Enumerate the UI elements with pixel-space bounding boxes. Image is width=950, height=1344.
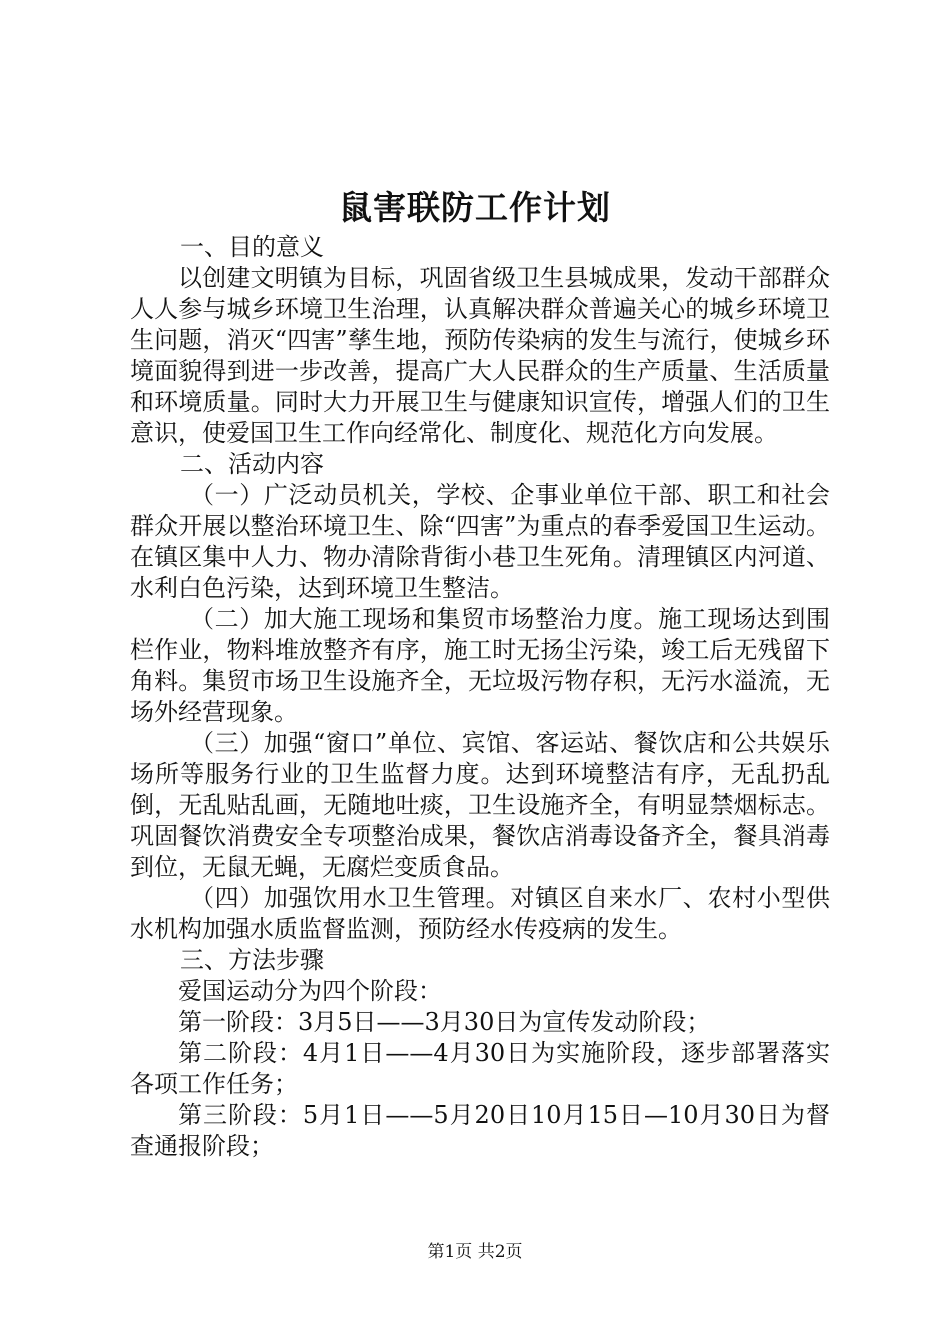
section-heading-steps: 三、方法步骤: [180, 946, 324, 974]
paragraph-steps-intro: 爱国运动分为四个阶段：: [178, 977, 442, 1005]
paragraph-activity-3: （三）加强“窗口”单位、宾馆、客运站、餐饮店和公共娱乐场所等服务行业的卫生监督力度。达到环境整洁有序，无乱扔乱倒，无乱贴乱画，无随地吐痰，卫生设施齐全，有明显禁烟标志。巩固餐饮消费安全专项整治成果，餐饮店消毒设备齐全，餐具消毒到位，无鼠无蝇，无腐烂变质食品。: [130, 729, 830, 881]
paragraph-purpose: 以创建文明镇为目标，巩固省级卫生县城成果，发动干部群众人人参与城乡环境卫生治理，认真解决群众普遍关心的城乡环境卫生问题，消灭“四害”孳生地，预防传染病的发生与流行，使城乡环境面貌得到进一步改善，提高广大人民群众的生产质量、生活质量和环境质量。同时大力开展卫生与健康知识宣传，增强人们的卫生意识，使爱国卫生工作向经常化、制度化、规范化方向发展。: [130, 264, 830, 447]
section-heading-purpose: 一、目的意义: [180, 233, 324, 261]
paragraph-stage-1: 第一阶段：3月5日——3月30日为宣传发动阶段；: [178, 1008, 711, 1036]
paragraph-activity-1: （一）广泛动员机关，学校、企事业单位干部、职工和社会群众开展以整治环境卫生、除“四害”为重点的春季爱国卫生运动。在镇区集中人力、物办清除背街小巷卫生死角。清理镇区内河道、水利白色污染，达到环境卫生整洁。: [130, 481, 830, 602]
paragraph-activity-2: （二）加大施工现场和集贸市场整治力度。施工现场达到围栏作业，物料堆放整齐有序，施工时无扬尘污染，竣工后无残留下角料。集贸市场卫生设施齐全，无垃圾污物存积，无污水溢流，无场外经营现象。: [130, 605, 830, 726]
document-title: 鼠害联防工作计划: [339, 188, 611, 227]
document-body: [130, 232, 830, 1162]
paragraph-stage-2: 第二阶段：4月1日——4月30日为实施阶段，逐步部署落实各项工作任务；: [130, 1039, 830, 1098]
paragraph-activity-4: （四）加强饮用水卫生管理。对镇区自来水厂、农村小型供水机构加强水质监督监测，预防经水传疫病的发生。: [130, 884, 830, 943]
section-heading-activities: 二、活动内容: [180, 450, 324, 478]
paragraph-stage-3: 第三阶段：5月1日——5月20日10月15日—10月30日为督查通报阶段；: [130, 1101, 830, 1160]
page-number-footer: 第1页 共2页: [427, 1242, 523, 1262]
